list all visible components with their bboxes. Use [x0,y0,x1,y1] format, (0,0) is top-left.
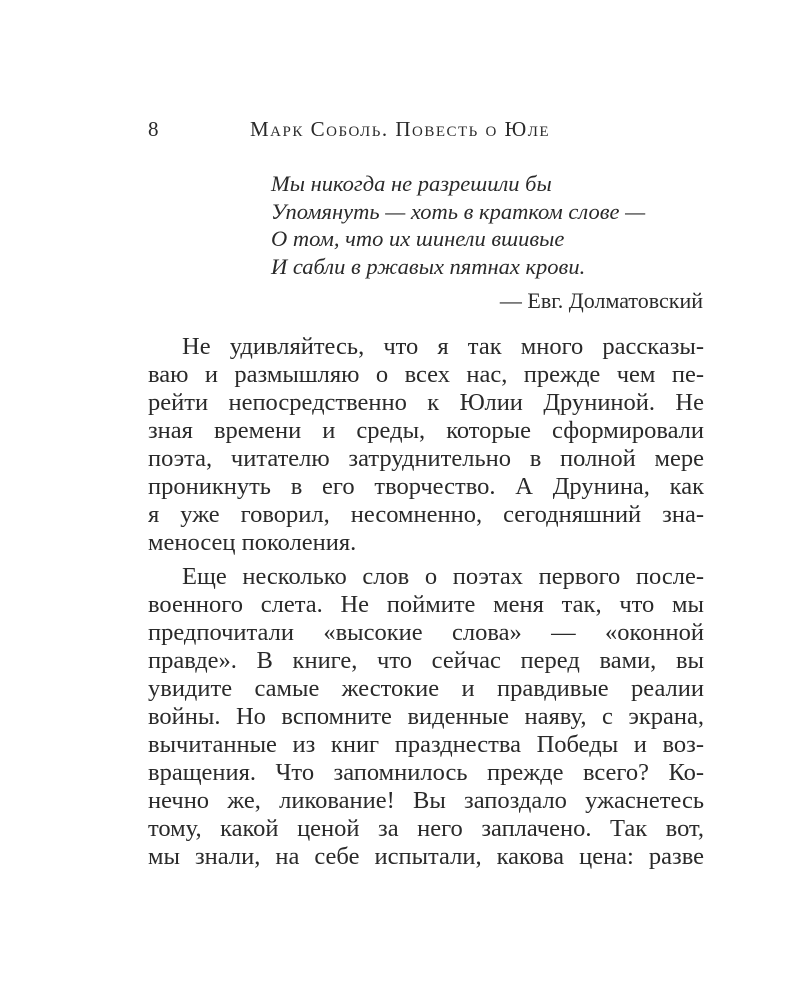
text-line: Не удивляйтесь, что я так много рассказы- [182,333,704,360]
text-line: зная времени и среды, которые сформировали [148,417,704,444]
text-line: я уже говорил, несомненно, сегодняшний зна- [148,501,704,528]
text-line: проникнуть в его творчество. А Друнина, как [148,473,704,500]
text-line: поэта, читателю затруднительно в полной мере [148,445,704,472]
text-line: меносец поколения. [148,529,357,556]
text-line: войны. Но вспомните виденные наяву, с экрана, [148,703,704,730]
epigraph-line: И сабли в ржавых пятнах крови. [271,253,586,279]
text-line: предпочитали «высокие слова» — «оконной [148,619,704,646]
epigraph-line: Упомянуть — хоть в кратком слове — [271,198,646,224]
text-line: вращения. Что запомнилось прежде всего? Ко- [148,759,704,786]
text-line: военного слета. Не поймите меня так, что мы [148,591,704,618]
text-line: вычитанные из книг празднества Победы и воз- [148,731,704,758]
epigraph-line: Мы никогда не разрешили бы [271,171,552,196]
page-number: 8 [148,117,159,141]
text-line: мы знали, на себе испытали, какова цена: разве [148,843,704,870]
text-line: ваю и размышляю о всех нас, прежде чем пе- [148,361,704,388]
text-line: нечно же, ликование! Вы запоздало ужаснетесь [148,787,704,814]
text-line: Еще несколько слов о поэтах первого после- [182,563,704,590]
body-text [148,333,704,871]
paragraph-2 [148,563,704,871]
text-line: правде». В книге, что сейчас перед вами, вы [148,647,704,674]
running-title: Марк Соболь. Повесть о Юле [250,117,551,141]
epigraph-attribution: — Евг. Долматовский [499,288,703,313]
epigraph-line: О том, что их шинели вшивые [271,226,565,251]
text-line: тому, какой ценой за него заплачено. Так вот, [148,815,704,842]
text-line: рейти непосредственно к Юлии Друниной. Не [148,389,704,416]
epigraph [271,170,703,314]
text-line: увидите самые жестокие и правдивые реалии [148,675,704,702]
paragraph-1 [148,333,704,557]
